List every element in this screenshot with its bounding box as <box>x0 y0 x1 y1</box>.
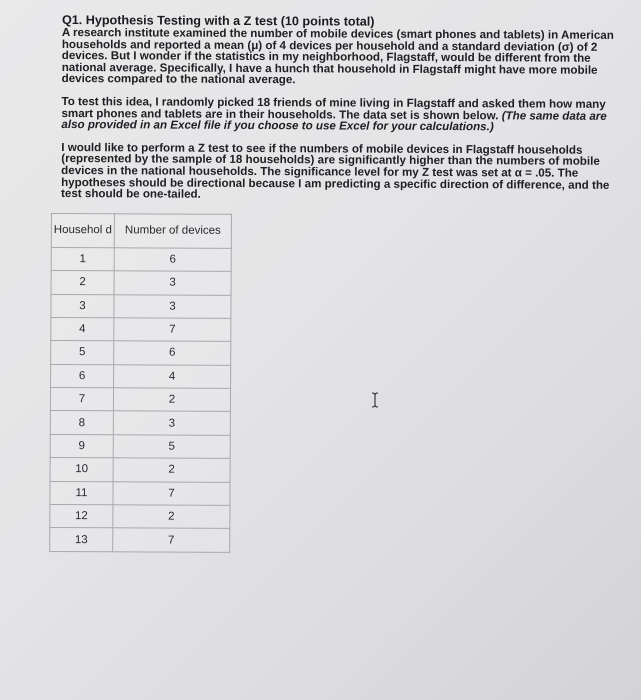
cell-devices: 6 <box>114 341 231 365</box>
cell-devices: 6 <box>114 247 231 271</box>
cell-household: 4 <box>51 317 114 341</box>
cell-devices: 2 <box>113 458 230 482</box>
cell-devices: 2 <box>113 388 230 412</box>
cell-devices: 7 <box>114 318 231 342</box>
table-row <box>51 341 231 365</box>
table-header-row <box>51 213 231 248</box>
cell-household: 5 <box>51 341 114 365</box>
table-row <box>50 458 230 482</box>
table-row <box>51 317 231 341</box>
question-content <box>53 13 617 555</box>
cell-household: 3 <box>51 294 114 318</box>
table-row <box>50 411 230 435</box>
header-devices: Number of devices <box>114 213 231 248</box>
cell-household: 12 <box>50 504 113 528</box>
cell-household: 10 <box>50 458 113 482</box>
cell-devices: 3 <box>113 411 230 435</box>
table-row <box>51 364 231 388</box>
cell-household: 9 <box>50 434 113 458</box>
cell-household: 13 <box>50 528 113 552</box>
cell-devices: 7 <box>113 481 230 505</box>
data-table <box>49 213 232 553</box>
table-row <box>50 434 230 458</box>
question-title: Q1. Hypothesis Testing with a Z test (10 points total) <box>61 13 375 29</box>
table-row <box>51 247 231 271</box>
cell-household: 11 <box>50 481 113 505</box>
cell-devices: 2 <box>113 505 230 529</box>
table-row <box>50 388 230 412</box>
cell-devices: 5 <box>113 435 230 459</box>
cell-devices: 7 <box>113 528 230 552</box>
table-body <box>50 247 232 552</box>
cell-household: 1 <box>51 247 114 271</box>
cell-devices: 3 <box>114 294 231 318</box>
cell-household: 8 <box>50 411 113 435</box>
paragraph-background: A research institute examined the number of mobile devices (smart phones and tablets) in American households and reported a mean (μ) of 4 devices per household and a standard deviation (σ) of 2 devices. But I wonder if the statistics in my neighborhood, Flagstaff, would be different from the national average. Specifically, I have a hunch that household in Flagstaff might have more mobile devices compared to the national average. <box>61 25 614 87</box>
cell-household: 2 <box>51 271 114 295</box>
table-row <box>50 528 230 552</box>
header-household: Househol d <box>51 213 114 247</box>
paragraph-method-note: (The same data are also provided in an Excel file if you choose to use Excel for your calculations.) <box>61 108 607 134</box>
text-cursor-icon <box>370 392 380 408</box>
table-row <box>50 481 230 505</box>
cell-household: 7 <box>50 388 113 412</box>
paragraph-method-text: To test this idea, I randomly picked 18 friends of mine living in Flagstaff and asked them how many smart phones and tablets are in their households. The data set is shown below. <box>61 94 606 122</box>
cell-household: 6 <box>51 364 114 388</box>
table-row <box>51 271 231 295</box>
table-row <box>51 294 231 318</box>
cell-devices: 4 <box>114 364 231 388</box>
cell-devices: 3 <box>114 271 231 295</box>
paragraph-method <box>61 96 616 134</box>
table-row <box>50 504 230 528</box>
paragraph-test: I would like to perform a Z test to see if the numbers of mobile devices in Flagstaff households (represented by the sample of 18 households) are significantly higher than the numbers of mobile devices in the national households. The significance level for my Z test was set at α = .05. The hypotheses should be directional because I am predicting a specific direction of difference, and the test should be one-tailed. <box>61 140 610 201</box>
